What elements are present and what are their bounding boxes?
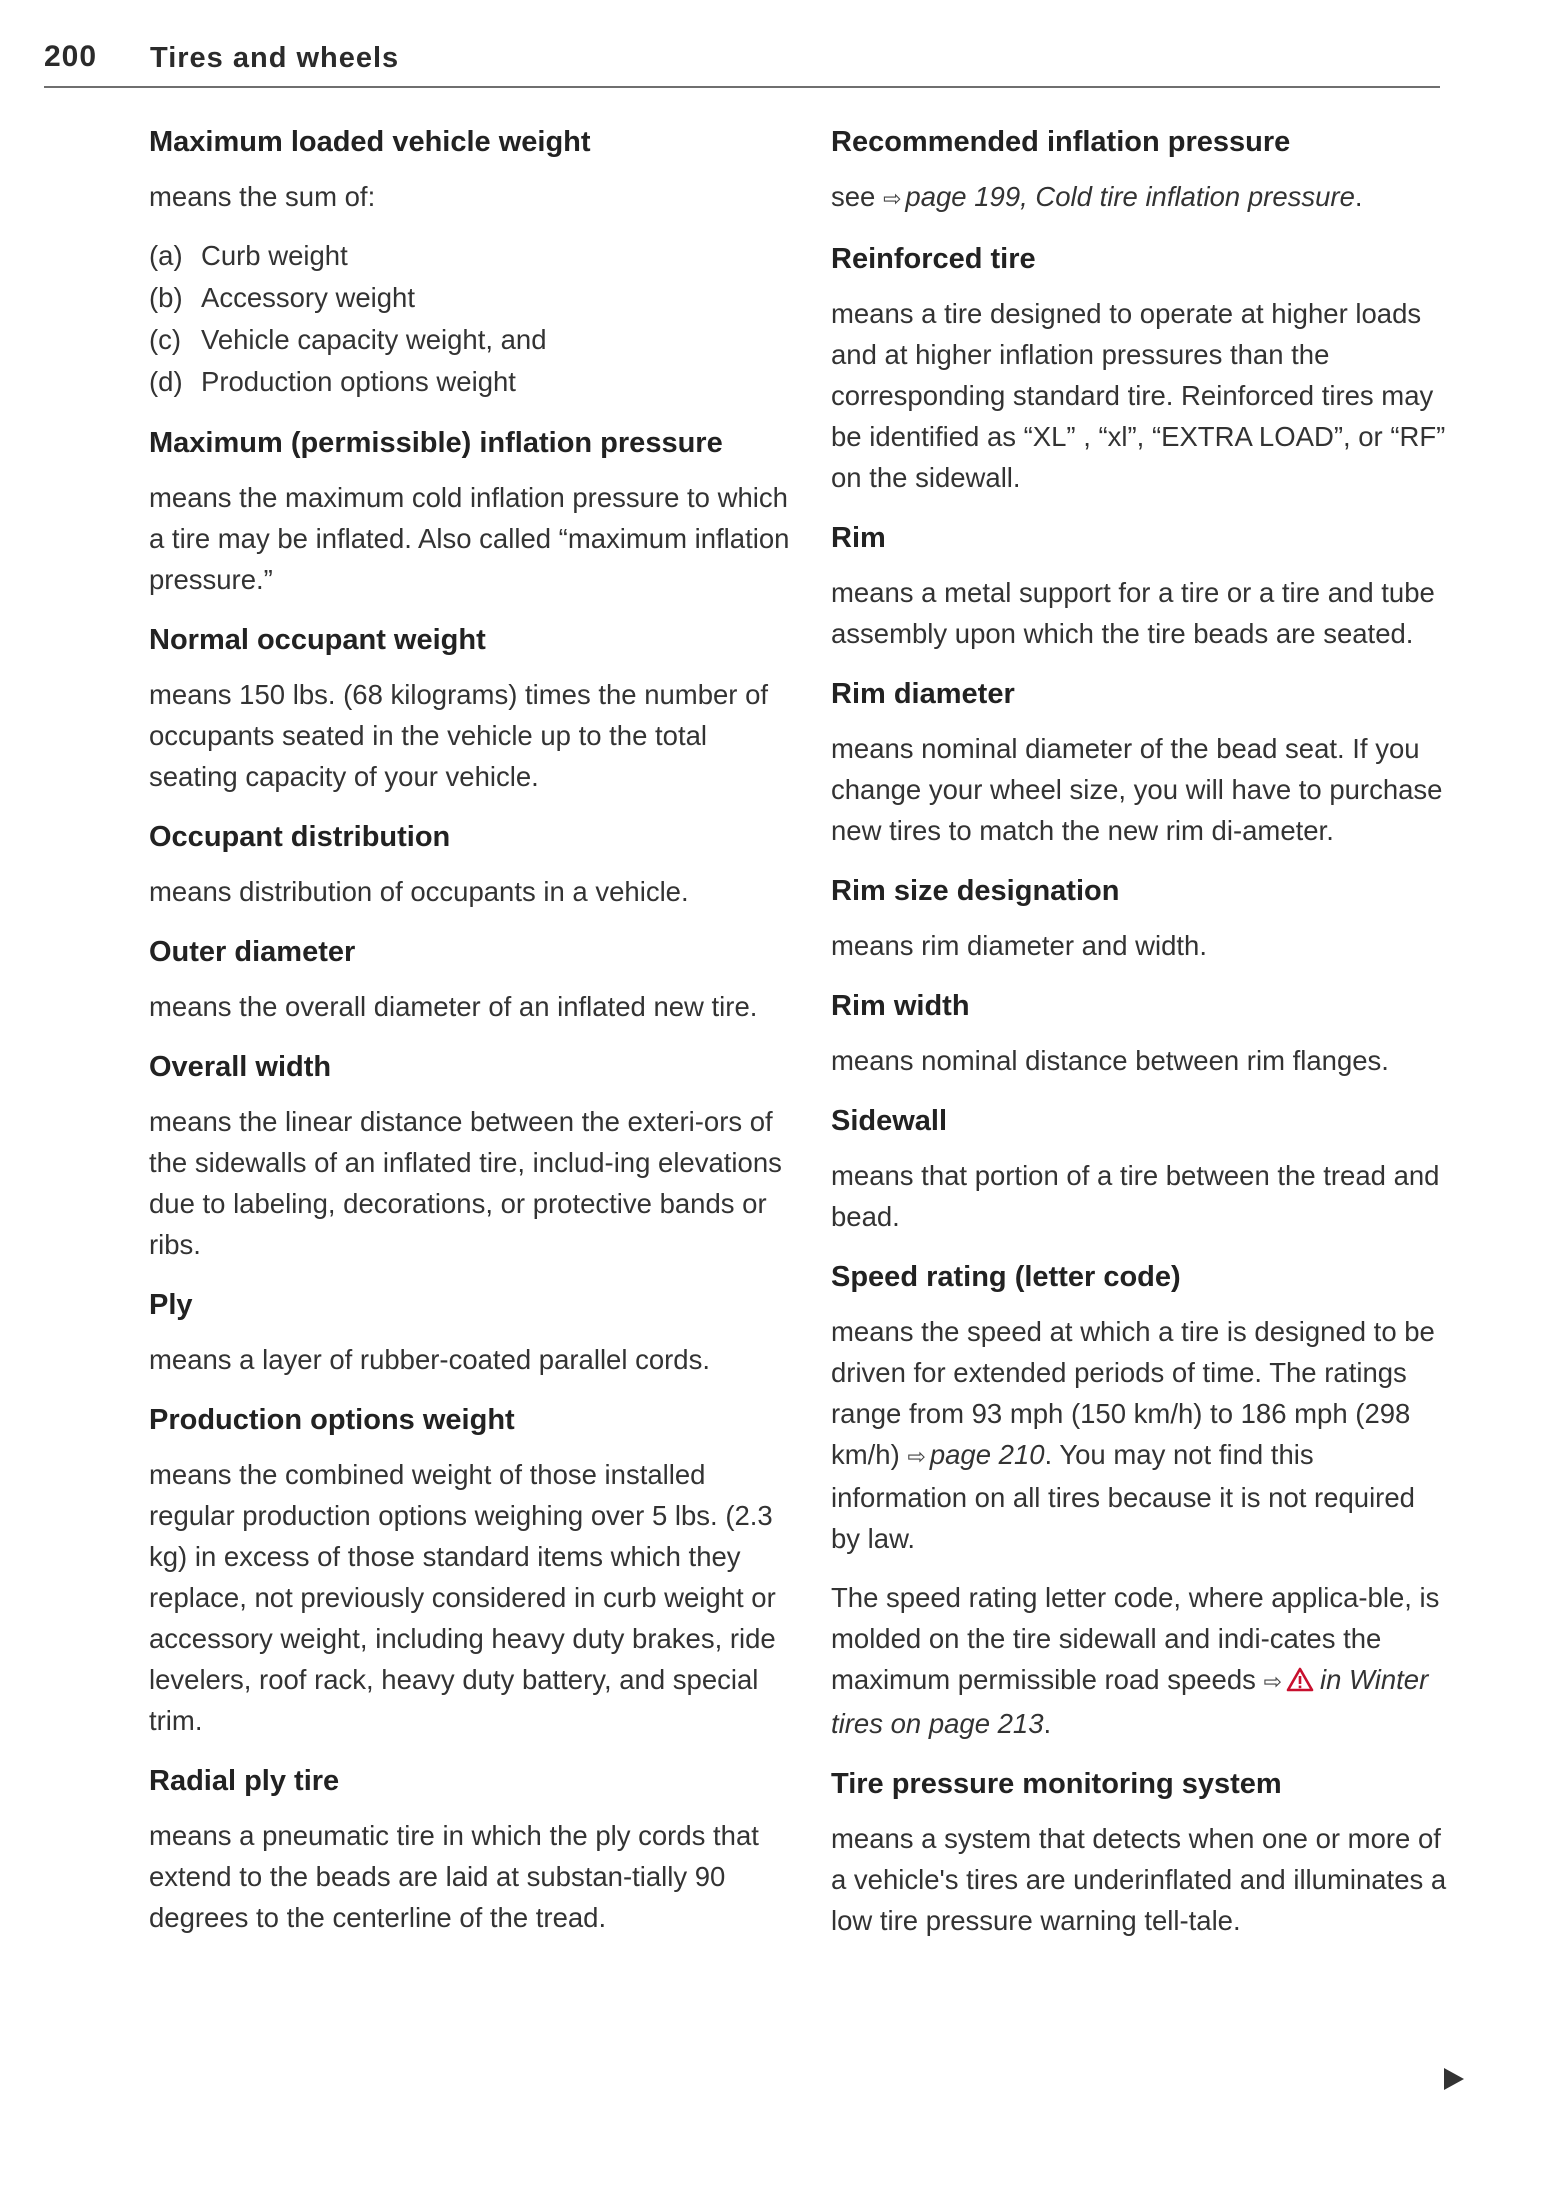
list-item-text: Vehicle capacity weight, and <box>201 324 547 355</box>
term-title: Overall width <box>149 1051 332 1083</box>
term-title: Rim size designation <box>831 875 1120 907</box>
term-reinforced <box>831 239 1451 498</box>
term-title: Rim <box>831 522 886 554</box>
left-column <box>149 122 795 1958</box>
term-title: Ply <box>149 1289 193 1321</box>
term-body: means a metal support for a tire or a tire and tube assembly upon which the tire beads are seated. <box>831 577 1435 649</box>
term-title: Production options weight <box>149 1404 515 1436</box>
body-suffix: . You may not find this information on all tires because it is not required by law. <box>831 1439 1415 1554</box>
term-body <box>831 1311 1451 1559</box>
section-title: Tires and wheels <box>150 42 400 74</box>
term-sidewall <box>831 1101 1451 1237</box>
page-reference-link[interactable]: in Winter tires on page 213 <box>831 1664 1429 1739</box>
term-title: Occupant distribution <box>149 821 451 853</box>
arrow-right-icon: ⇨ <box>907 1444 926 1469</box>
term-max-inflation <box>149 423 795 600</box>
warning-triangle-icon <box>1286 1662 1314 1703</box>
term-title: Sidewall <box>831 1105 948 1137</box>
term-title: Rim width <box>831 990 970 1022</box>
body-prefix: means the speed at which a tire is designed to be driven for extended periods of time. The ratings range from 93 mph (150 km/h) to 186 mph (298 km/h) <box>831 1316 1435 1470</box>
page-reference-link[interactable]: page 210 <box>929 1439 1045 1470</box>
page-header <box>44 40 1440 88</box>
arrow-right-icon: ⇨ <box>1263 1669 1282 1694</box>
term-body: means a system that detects when one or more of a vehicle's tires are underinflated and illuminates a low tire pressure warning tell-tale. <box>831 1823 1447 1936</box>
term-body: means a layer of rubber-coated parallel cords. <box>149 1344 710 1375</box>
term-ply <box>149 1285 795 1380</box>
list-item-text: Accessory weight <box>201 282 415 313</box>
right-column <box>831 122 1451 1961</box>
list-item <box>149 319 795 361</box>
term-body: means 150 lbs. (68 kilograms) times the number of occupants seated in the vehicle up to the total seating capacity of your vehicle. <box>149 679 769 792</box>
term-title: Outer diameter <box>149 936 356 968</box>
term-rim-size <box>831 871 1451 966</box>
term-body: means the sum of: <box>149 181 376 212</box>
term-tpms <box>831 1764 1451 1941</box>
term-speed-rating <box>831 1257 1451 1744</box>
term-recommended-inflation <box>831 122 1451 219</box>
term-body: means that portion of a tire between the tread and bead. <box>831 1160 1440 1232</box>
page-reference-link[interactable]: page 199, Cold tire inflation pressure <box>905 181 1355 212</box>
list-item-text: Production options weight <box>201 366 516 397</box>
term-body: means rim diameter and width. <box>831 930 1207 961</box>
list-item <box>149 277 795 319</box>
term-rim <box>831 518 1451 654</box>
arrow-right-icon: ⇨ <box>882 186 902 211</box>
body-prefix: see <box>831 181 876 212</box>
term-occupant-distribution <box>149 817 795 912</box>
term-title: Speed rating (letter code) <box>831 1261 1181 1293</box>
term-title: Radial ply tire <box>149 1765 340 1797</box>
term-body: means the linear distance between the exteri-ors of the sidewalls of an inflated tire, includ-ing elevations due to labeling, decorations, or protective bands or ribs. <box>149 1106 782 1260</box>
term-overall-width <box>149 1047 795 1265</box>
term-outer-diameter <box>149 932 795 1027</box>
list-marker: (b) <box>149 282 183 313</box>
term-title: Tire pressure monitoring system <box>831 1768 1282 1800</box>
term-body: means nominal distance between rim flanges. <box>831 1045 1389 1076</box>
term-body: means the overall diameter of an inflated new tire. <box>149 991 758 1022</box>
term-body: means distribution of occupants in a vehicle. <box>149 876 689 907</box>
term-title: Maximum (permissible) inflation pressure <box>149 427 723 459</box>
term-body: means a pneumatic tire in which the ply cords that extend to the beads are laid at substan-tially 90 degrees to the centerline of the tread. <box>149 1820 759 1933</box>
term-radial-ply <box>149 1761 795 1938</box>
term-occupant-weight <box>149 620 795 797</box>
term-body-secondary <box>831 1577 1451 1744</box>
body-suffix: . <box>1043 1708 1052 1739</box>
term-max-loaded-weight <box>149 122 795 403</box>
list-item <box>149 235 795 277</box>
list-marker: (a) <box>149 240 183 271</box>
list-item <box>149 361 795 403</box>
body-prefix: The speed rating letter code, where applica-ble, is molded on the tire sidewall and indi-cates the maximum permissible road speeds <box>831 1582 1440 1695</box>
list-marker: (d) <box>149 366 183 397</box>
term-title: Reinforced tire <box>831 243 1036 275</box>
page-number: 200 <box>44 40 98 73</box>
term-production-options <box>149 1400 795 1741</box>
term-body: means the combined weight of those installed regular production options weighing over 5 lbs. (2.3 kg) in excess of those standard items which they replace, not previously considered in curb weight or accessory weight, including heavy duty brakes, ride levelers, roof rack, heavy duty battery, and special trim. <box>149 1459 776 1736</box>
continue-arrow-icon <box>1444 2068 1464 2090</box>
term-body: means nominal diameter of the bead seat. If you change your wheel size, you will have to purchase new tires to match the new rim di-ameter. <box>831 733 1443 846</box>
term-rim-width <box>831 986 1451 1081</box>
term-body: means a tire designed to operate at higher loads and at higher inflation pressures than the corresponding standard tire. Reinforced tires may be identified as “XL” , “xl”, “EXTRA LOAD”, or “RF” on the sidewall. <box>831 298 1446 493</box>
body-suffix: . <box>1354 181 1363 212</box>
term-title: Normal occupant weight <box>149 624 486 656</box>
list-item-text: Curb weight <box>201 240 348 271</box>
term-title: Maximum loaded vehicle weight <box>149 126 591 158</box>
weight-components-list <box>149 235 795 403</box>
term-body: means the maximum cold inflation pressure to which a tire may be inflated. Also called “maximum inflation pressure.” <box>149 482 790 595</box>
list-marker: (c) <box>149 324 182 355</box>
term-title: Rim diameter <box>831 678 1015 710</box>
term-title: Recommended inflation pressure <box>831 126 1291 158</box>
term-rim-diameter <box>831 674 1451 851</box>
term-body <box>831 176 1451 219</box>
